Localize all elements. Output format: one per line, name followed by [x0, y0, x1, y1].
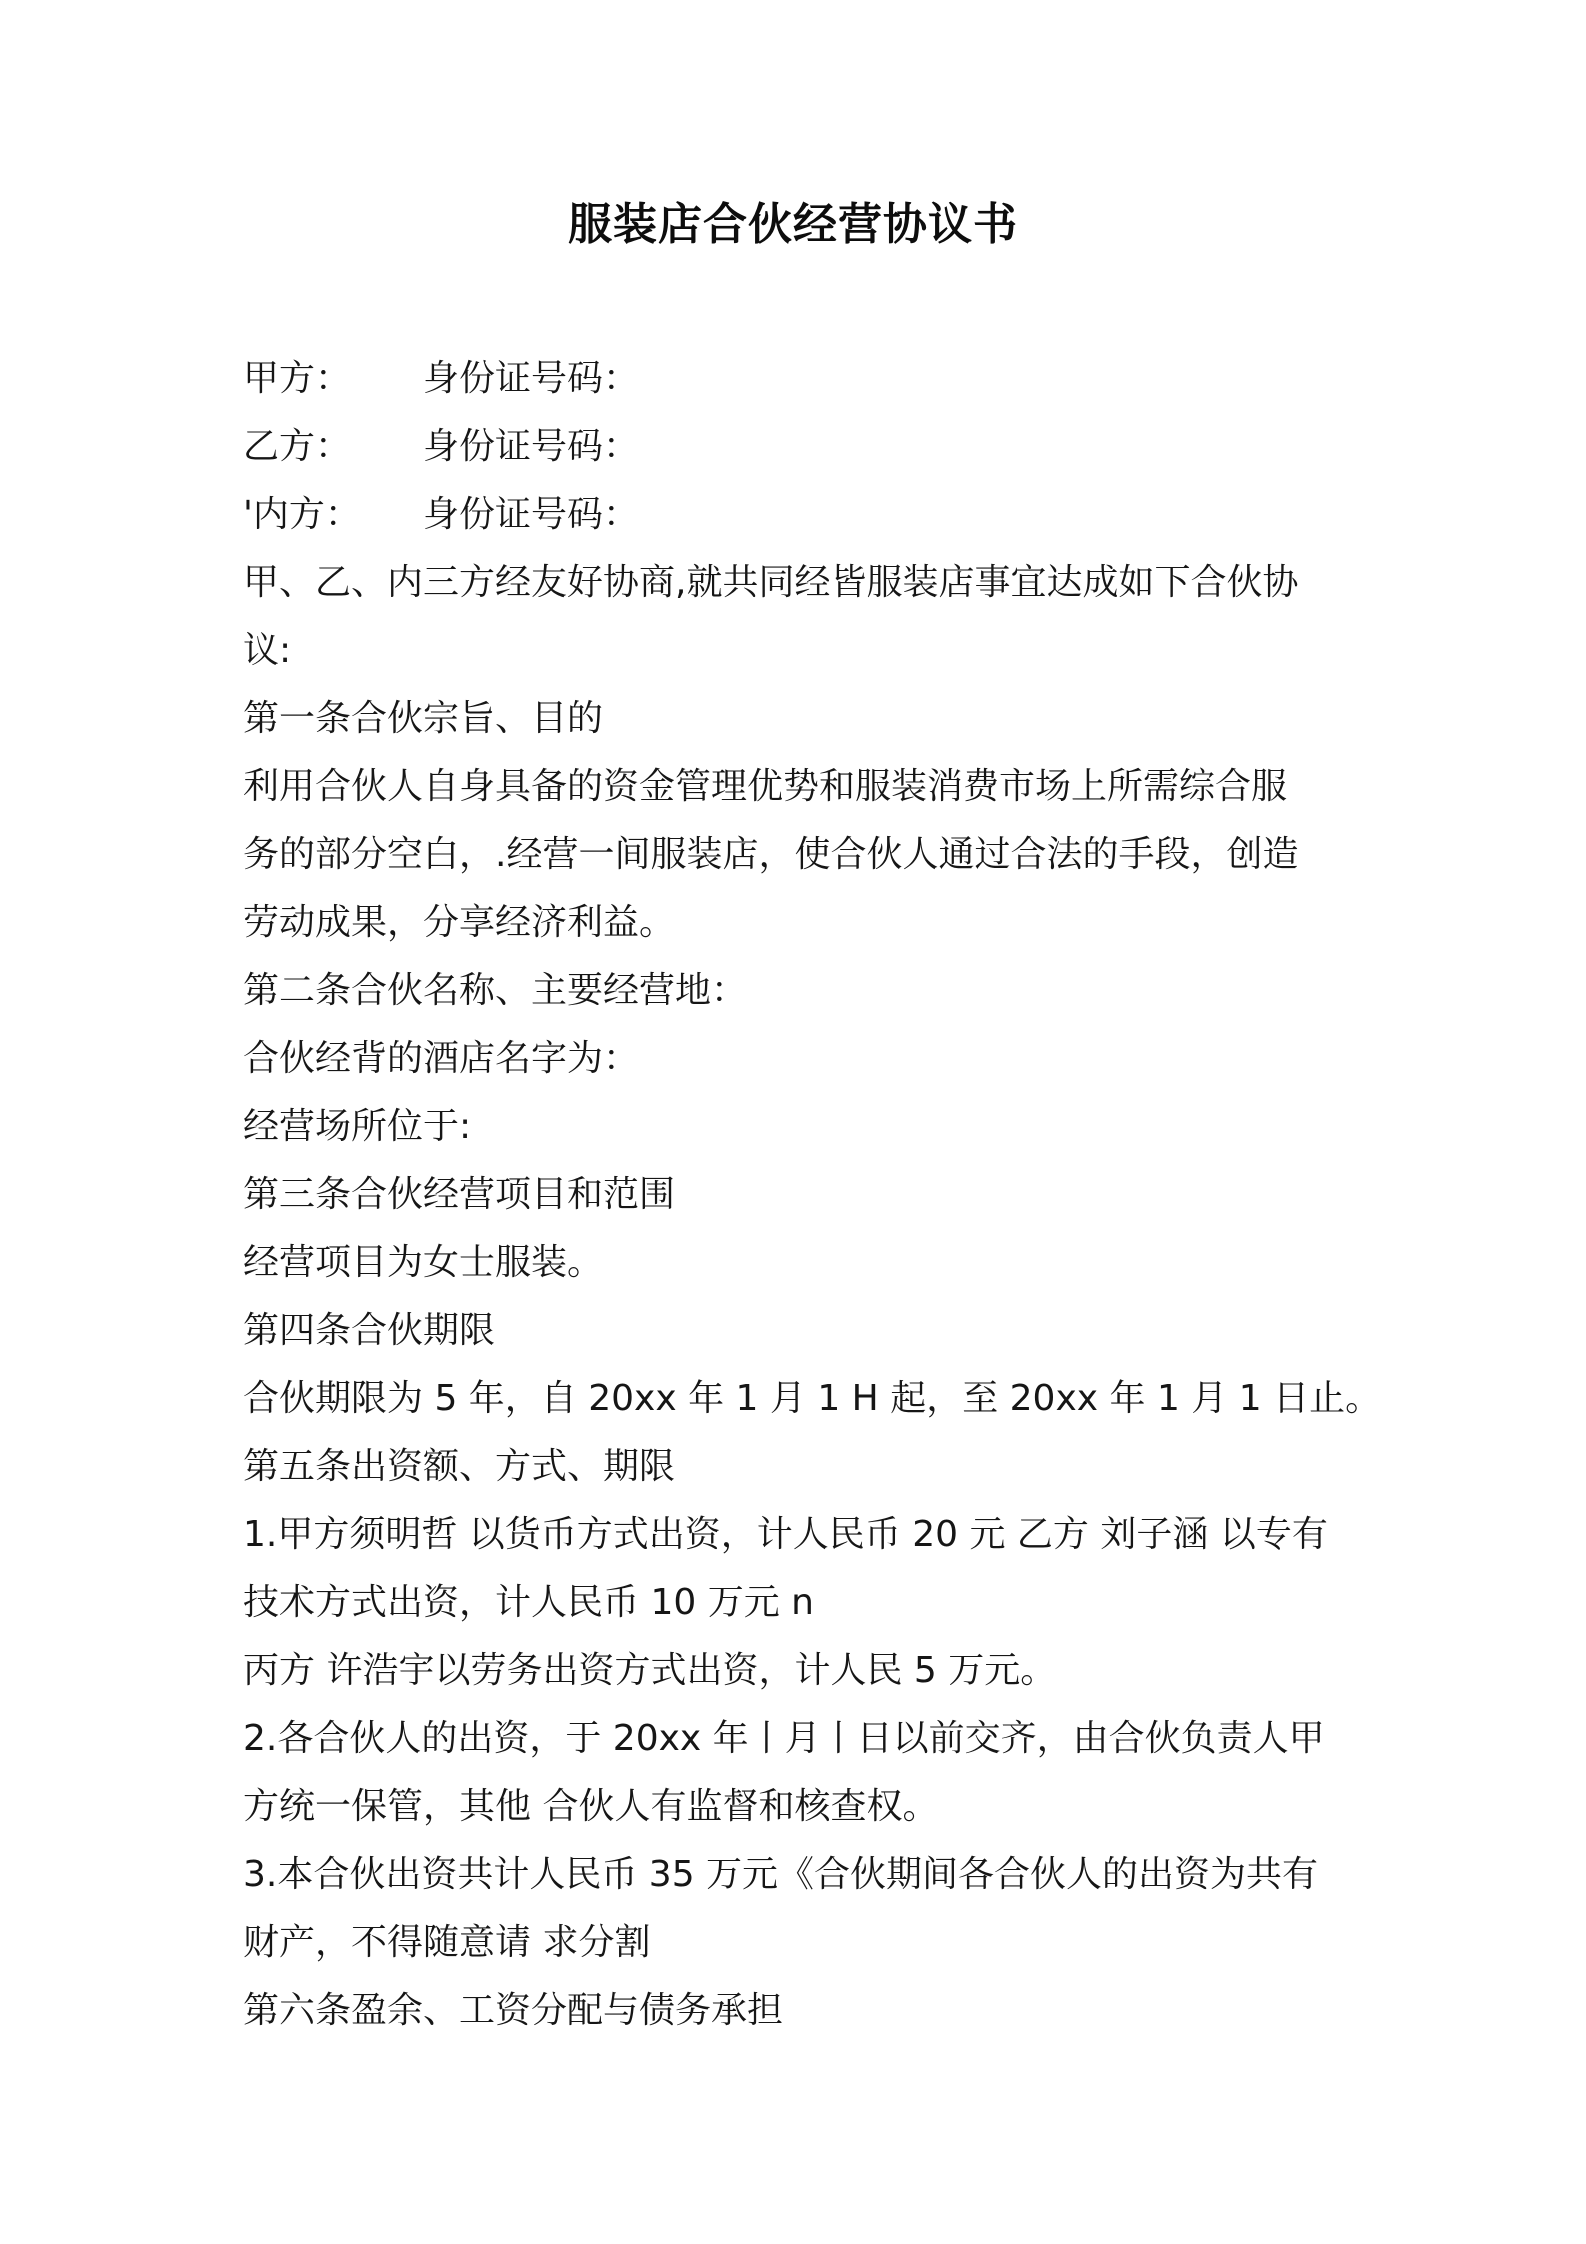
document-title: 服装店合伙经营协议书	[568, 199, 1018, 250]
party-c-line	[243, 481, 1363, 549]
party-b-id-label: 身份证号码：	[423, 426, 640, 467]
paragraph-line: 劳动成果，分享经济利益。	[243, 902, 676, 943]
paragraph-line: 技术方式出资，计人民币 10 万元 n	[243, 1582, 814, 1623]
party-a-id-label: 身份证号码：	[423, 358, 640, 399]
paragraph-line: 合伙期限为 5 年，自 20xx 年 1 月 1 H 起，至 20xx 年 1 月 1 日止。	[243, 1378, 1382, 1419]
document-body	[243, 345, 1382, 2045]
article-heading: 第三条合伙经营项目和范围	[243, 1174, 676, 1215]
article-heading: 第二条合伙名称、主要经营地：	[243, 970, 748, 1011]
paragraph-line: 甲、乙、内三方经友好协商,就共同经皆服装店事宜达成如下合伙协	[243, 562, 1299, 603]
article-heading: 第六条盈余、工资分配与债务承担	[243, 1990, 784, 2031]
party-c-label: '内方：	[243, 494, 361, 535]
paragraph-line: 财产，不得随意请 求分割	[243, 1922, 651, 1963]
party-c-id-label: 身份证号码：	[423, 494, 640, 535]
paragraph-line: 经营项目为女士服装。	[243, 1242, 604, 1283]
article-heading: 第五条出资额、方式、期限	[243, 1446, 676, 1487]
paragraph-line: 3.本合伙出资共计人民币 35 万元《合伙期间各合伙人的出资为共有	[243, 1854, 1319, 1895]
paragraph-line: 合伙经背的酒店名字为：	[243, 1038, 640, 1079]
paragraph-line: 方统一保管，其他 合伙人有监督和核查权。	[243, 1786, 939, 1827]
article-heading: 第一条合伙宗旨、目的	[243, 698, 604, 739]
paragraph-line: 经营场所位于:	[243, 1106, 472, 1147]
paragraph-line: 务的部分空白，.经营一间服装店，使合伙人通过合法的手段，创造	[243, 834, 1299, 875]
paragraph-line: 利用合伙人自身具备的资金管理优势和服装消费市场上所需综合服	[243, 766, 1288, 807]
party-b-label: 乙方：	[243, 426, 352, 467]
party-a-label: 甲方：	[243, 358, 352, 399]
paragraph-line: 2.各合伙人的出资，于 20xx 年丨月丨日以前交齐，由合伙负责人甲	[243, 1718, 1325, 1759]
party-b-line	[243, 413, 1363, 481]
paragraph-line: 议:	[243, 630, 292, 671]
party-a-line	[243, 345, 1363, 413]
paragraph-line: 1.甲方须明哲 以货币方式出资，计人民币 20 元 乙方 刘子涵 以专有	[243, 1514, 1328, 1555]
article-heading: 第四条合伙期限	[243, 1310, 496, 1351]
paragraph-line: 丙方 许浩宇以劳务出资方式出资，计人民 5 万元。	[243, 1650, 1057, 1691]
